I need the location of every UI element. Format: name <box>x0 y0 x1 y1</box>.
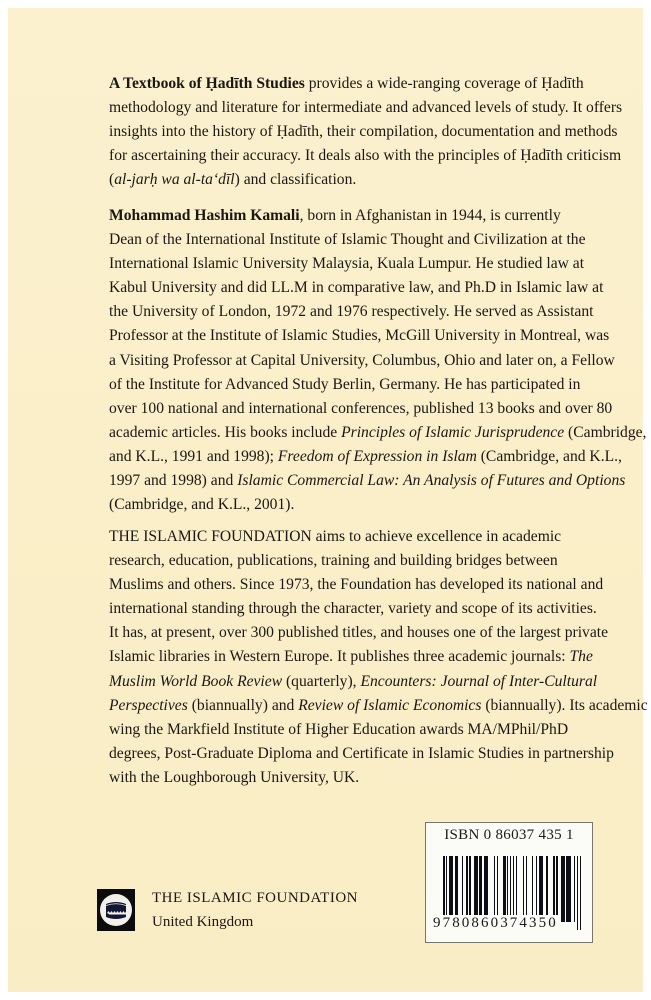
text-line <box>109 573 604 597</box>
text-line <box>109 397 613 421</box>
barcode-bar <box>476 856 478 922</box>
text-run: the University of London, 1972 and 1976 respectively. He served as Assistant <box>109 303 594 321</box>
barcode-bar <box>526 856 528 922</box>
barcode-bar <box>523 856 525 922</box>
text-run: insights into the history of Ḥadīth, their compilation, documentation and methods <box>109 123 618 141</box>
italic-text: Review of Islamic Economics <box>298 696 482 714</box>
text-run: and K.L., 1991 and 1998); <box>109 447 278 465</box>
text-run: (Cambridge, <box>564 423 647 441</box>
italic-text: Freedom of Expression in Islam <box>277 447 477 465</box>
text-run: of the Institute for Advanced Study Berlin, Germany. He has participated in <box>109 375 581 393</box>
barcode-bar <box>536 856 538 922</box>
text-run: THE ISLAMIC FOUNDATION aims to achieve excellence in academic <box>109 528 562 545</box>
text-line <box>109 144 622 168</box>
barcode-bar <box>504 856 506 922</box>
barcode-bar <box>469 856 471 922</box>
barcode-bar <box>487 856 489 922</box>
italic-text: Islamic Commercial Law: An Analysis of Futures and Options <box>237 472 626 490</box>
text-line <box>109 718 599 742</box>
text-line <box>109 742 614 766</box>
text-run: It has, at present, over 300 published titles, and houses one of the largest private <box>109 624 609 642</box>
text-run: methodology and literature for intermediate and advanced levels of study. It offers <box>109 99 623 117</box>
text-run: research, education, publications, training and building bridges between <box>109 552 558 570</box>
text-run: for ascertaining their accuracy. It deals also with the principles of Ḥadīth criticism <box>109 147 622 165</box>
text-line <box>109 276 604 300</box>
text-line <box>109 168 599 192</box>
barcode-bar <box>532 856 534 922</box>
barcode-bar <box>462 856 464 922</box>
text-line <box>109 645 599 669</box>
text-run: (Cambridge, and K.L., <box>476 447 622 465</box>
barcode-bar <box>553 856 555 922</box>
text-line <box>109 204 599 228</box>
text-line <box>109 694 648 718</box>
text-run: academic articles. His books include <box>109 423 342 441</box>
text-run: (biannually). Its academic <box>481 696 648 714</box>
ean-digits: 9780860374350 <box>433 915 558 931</box>
text-run: (quarterly), <box>282 672 361 690</box>
text-line <box>109 228 599 252</box>
text-line <box>109 72 599 96</box>
text-run: ) and classification. <box>234 171 357 189</box>
italic-text: Muslim World Book Review <box>109 672 283 690</box>
barcode-bar <box>569 856 571 922</box>
text-run: (biannually) and <box>187 696 299 714</box>
text-run: degrees, Post-Graduate Diploma and Certificate in Islamic Studies in partnership <box>109 744 614 762</box>
text-run: with the Loughborough University, UK. <box>109 768 360 786</box>
book-description-paragraph <box>109 72 623 192</box>
barcode-bar <box>516 856 518 922</box>
publisher-name: THE ISLAMIC FOUNDATION <box>152 890 358 906</box>
text-run: wing the Markfield Institute of Higher Education awards MA/MPhil/PhD <box>109 720 569 738</box>
italic-text: Encounters: Journal of Inter-Cultural <box>360 672 598 690</box>
barcode-bar <box>542 856 544 922</box>
text-line <box>109 621 609 645</box>
text-line <box>109 120 618 144</box>
publisher-imprint <box>97 882 358 938</box>
italic-text: Principles of Islamic Jurisprudence <box>341 423 565 441</box>
text-line <box>109 493 599 517</box>
text-run: ( <box>109 171 115 189</box>
text-run: 1997 and 1998) and <box>109 472 238 490</box>
text-line <box>109 421 647 445</box>
text-line <box>109 252 599 276</box>
text-run: a Visiting Professor at Capital University, Columbus, Ohio and later on, a Fellow <box>109 351 615 369</box>
kaaba-icon <box>97 889 135 931</box>
barcode-bar <box>556 856 558 922</box>
isbn-label: ISBN 0 86037 435 1 <box>444 827 574 843</box>
author-bio-paragraph <box>109 204 647 517</box>
text-line <box>109 670 599 694</box>
text-run: Islamic libraries in Western Europe. It publishes three academic journals: <box>109 648 570 666</box>
barcode-bar <box>497 856 499 922</box>
barcode-bar <box>507 856 509 922</box>
italic-text: al-jarḥ wa al-ta‘dīl <box>114 171 235 189</box>
publisher-country: United Kingdom <box>152 914 254 930</box>
publisher-description-paragraph <box>109 525 648 790</box>
barcode-bar <box>466 856 468 922</box>
italic-text: Perspectives <box>109 696 188 714</box>
text-line <box>109 549 599 573</box>
text-run: Muslims and others. Since 1973, the Foundation has developed its national and <box>109 576 604 594</box>
text-run: Dean of the International Institute of Islamic Thought and Civilization at the <box>109 231 586 249</box>
text-line <box>109 300 599 324</box>
text-run: (Cambridge, and K.L., 2001). <box>109 496 295 514</box>
isbn-barcode <box>425 822 593 943</box>
text-run: , born in Afghanistan in 1944, is currently <box>299 207 561 224</box>
barcode-bar <box>574 856 576 922</box>
book-back-cover <box>8 8 648 992</box>
text-run: over 100 national and international conferences, published 13 books and over 80 <box>109 399 613 417</box>
barcode-bar <box>456 856 458 922</box>
text-line <box>109 349 615 373</box>
text-line <box>109 597 599 621</box>
text-line <box>109 525 599 549</box>
text-line <box>109 324 610 348</box>
barcode-bar <box>564 856 566 922</box>
text-line <box>109 373 599 397</box>
text-line <box>109 445 622 469</box>
bold-text: A Textbook of Ḥadīth Studies <box>109 75 305 92</box>
italic-text: The <box>569 648 593 666</box>
text-run: International Islamic University Malaysia, Kuala Lumpur. He studied law at <box>109 255 585 273</box>
text-run: provides a wide-ranging coverage of Ḥadīth <box>304 75 584 92</box>
bold-text: Mohammad Hashim Kamali <box>109 207 300 224</box>
barcode-bar <box>481 856 483 922</box>
text-line <box>109 96 623 120</box>
barcode-bar <box>546 856 548 922</box>
text-run: Kabul University and did LL.M in comparative law, and Ph.D in Islamic law at <box>109 279 604 297</box>
barcode-bar <box>452 856 454 922</box>
text-line <box>109 469 626 493</box>
barcode-bar <box>494 856 496 922</box>
text-run: international standing through the character, variety and scope of its activities. <box>109 600 597 618</box>
text-line <box>109 766 599 790</box>
text-run: Professor at the Institute of Islamic Studies, McGill University in Montreal, was <box>109 327 610 345</box>
